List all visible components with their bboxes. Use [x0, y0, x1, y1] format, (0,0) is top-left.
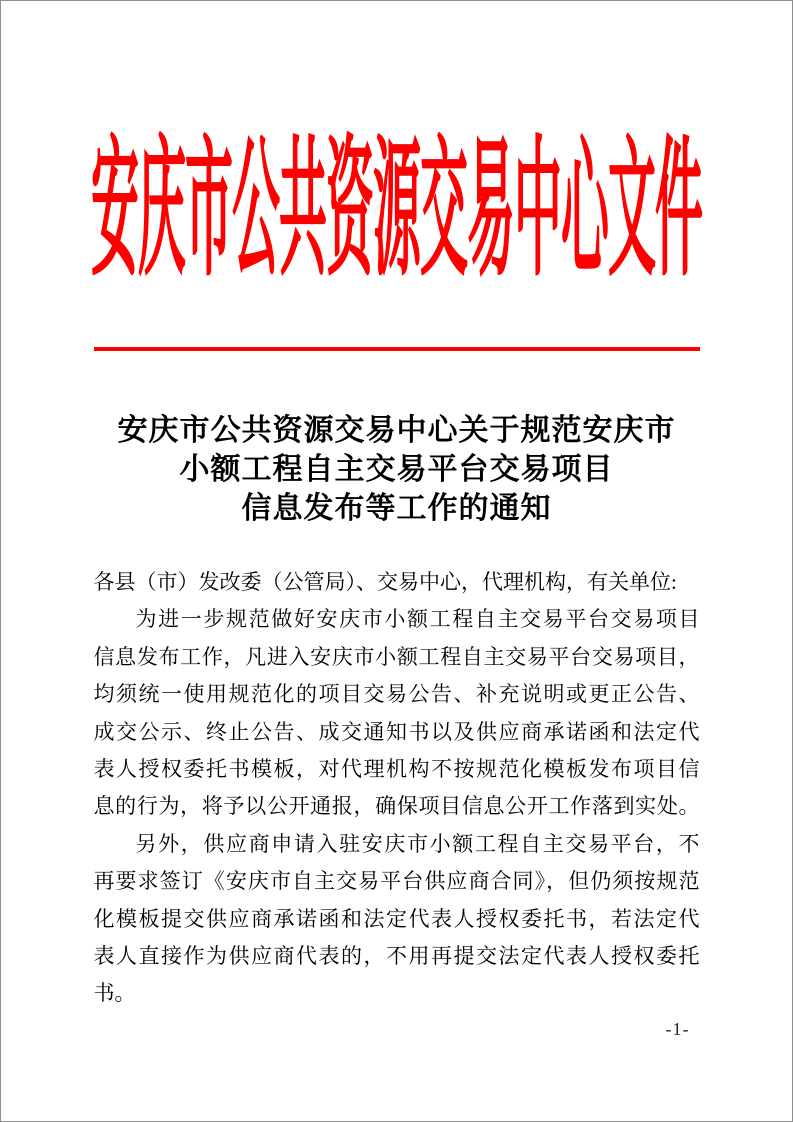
body-text-line: 息的行为，将予以公开通报，确保项目信息公开工作落到实处。	[93, 794, 700, 819]
body-text-line: 各县（市）发改委（公管局）、交易中心，代理机构，有关单位:	[93, 570, 677, 594]
body-text-line: 表人直接作为供应商代表的，不用再提交法定代表人授权委托	[93, 944, 700, 969]
notice-title-line: 小额工程自主交易平台交易项目	[179, 453, 614, 486]
body-text-line: 均须统一使用规范化的项目交易公告、补充说明或更正公告、	[93, 682, 700, 707]
body-text-line: 另外，供应商申请入驻安庆市小额工程自主交易平台，不	[135, 831, 700, 856]
body-text-line: 信息发布工作，凡进入安庆市小额工程自主交易平台交易项目，	[93, 644, 700, 669]
letterhead-title: 安庆市公共资源交易中心文件	[90, 128, 702, 296]
notice-title-line: 安庆市公共资源交易中心关于规范安庆市	[117, 414, 676, 447]
body-text-line: 表人授权委托书模板，对代理机构不按规范化模板发布项目信	[93, 757, 700, 782]
body-text-line: 为进一步规范做好安庆市小额工程自主交易平台交易项目	[135, 607, 700, 632]
notice-title-line: 信息发布等工作的通知	[241, 492, 552, 525]
notice-title	[1, 411, 792, 528]
page-number: -1-	[665, 1018, 690, 1039]
letterhead	[1, 128, 792, 296]
notice-body	[94, 564, 700, 1013]
body-text-line: 书。	[93, 981, 136, 1006]
body-text-line: 化模板提交供应商承诺函和法定代表人授权委托书，若法定代	[93, 906, 700, 931]
body-text-line: 成交公示、终止公告、成交通知书以及供应商承诺函和法定代	[93, 719, 700, 744]
red-divider-line	[94, 347, 700, 351]
body-text-line: 再要求签订《安庆市自主交易平台供应商合同》，但仍须按规范	[93, 869, 700, 894]
